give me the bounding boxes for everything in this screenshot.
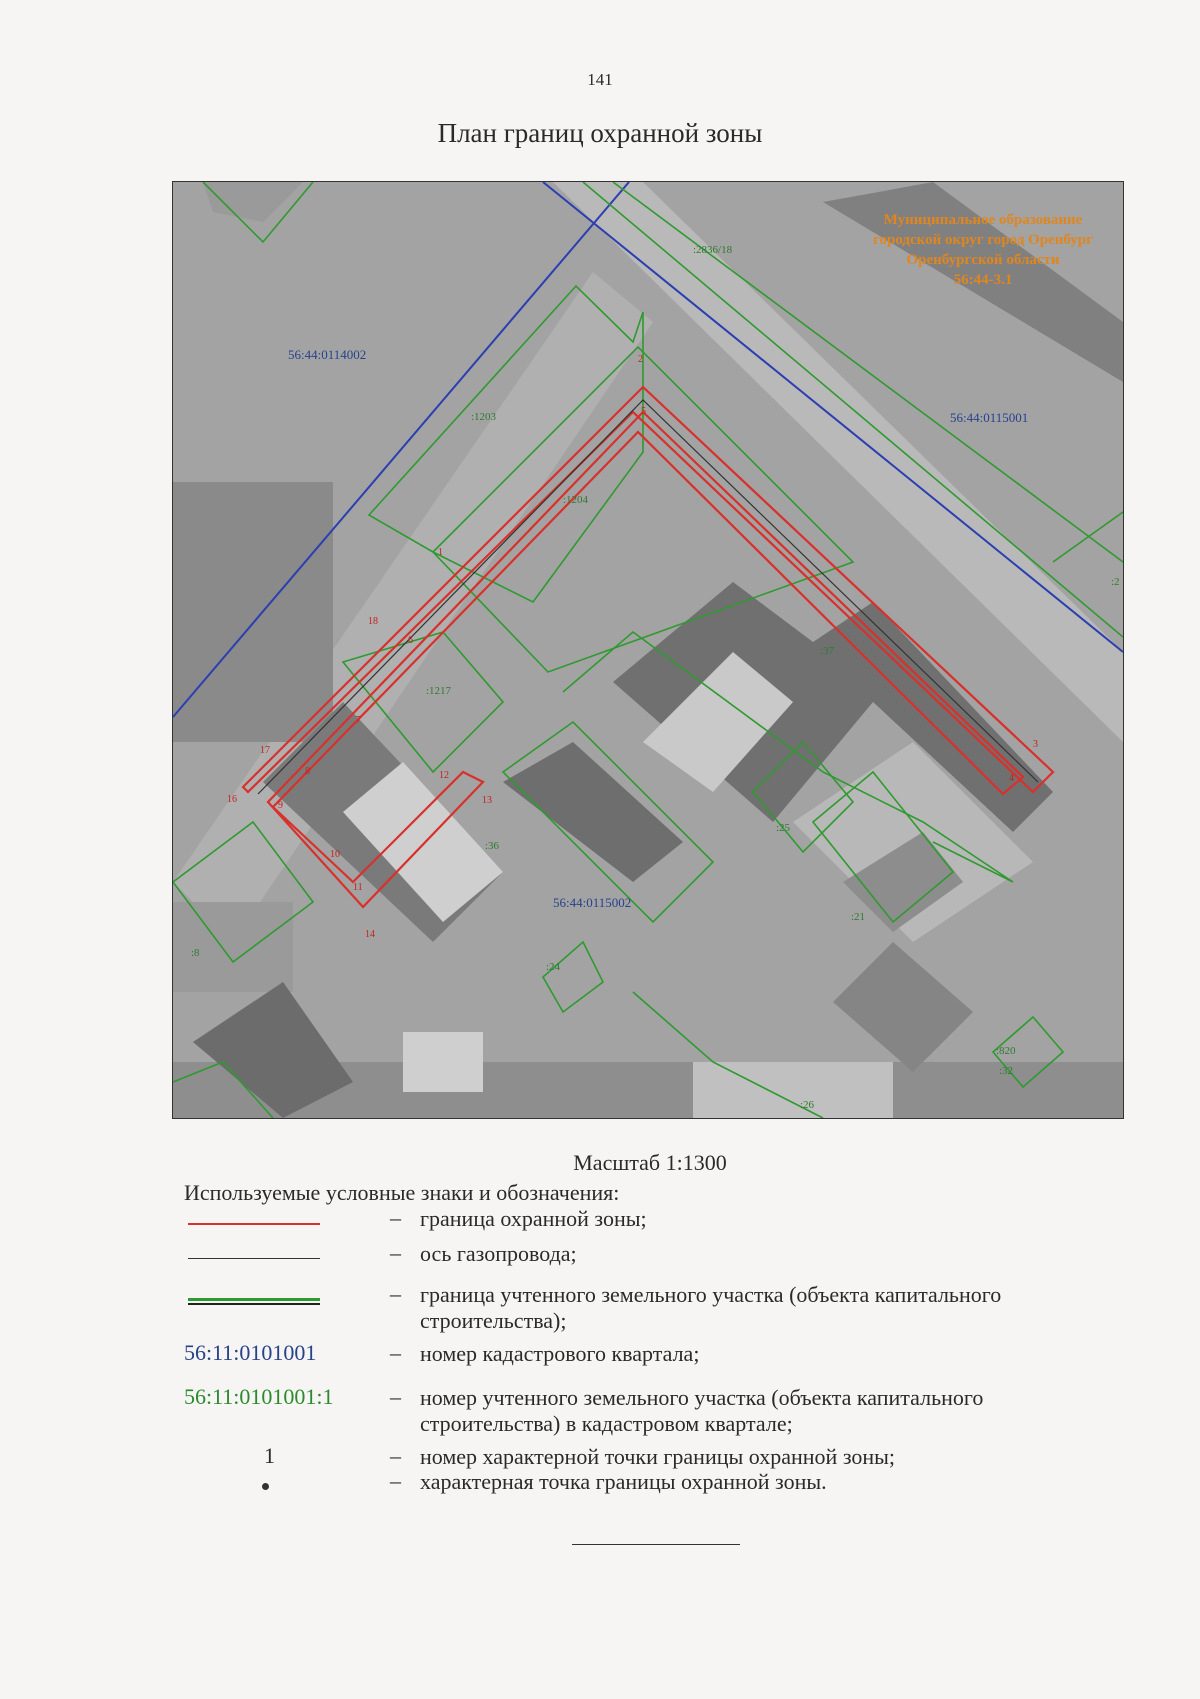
point-label-16: 16 bbox=[227, 794, 237, 805]
legend-dash: – bbox=[390, 1443, 401, 1468]
building-11 bbox=[403, 1032, 483, 1092]
point-label-8: 8 bbox=[305, 766, 310, 777]
point-label-4: 4 bbox=[1009, 773, 1014, 784]
legend-red-line bbox=[188, 1223, 320, 1225]
legend-parcel-number: 56:11:0101001:1 bbox=[184, 1384, 334, 1409]
parcel-label-820: :820 bbox=[996, 1045, 1016, 1057]
point-label-2: 2 bbox=[638, 354, 643, 365]
parcel-label-26: :26 bbox=[800, 1099, 815, 1111]
building-10 bbox=[693, 1062, 893, 1118]
parcel-label-1203: :1203 bbox=[471, 411, 497, 423]
legend-dash: – bbox=[390, 1281, 401, 1306]
legend-text-parcel: граница учтенного земельного участка (объекта капитального строительства); bbox=[420, 1282, 1002, 1333]
point-label-14: 14 bbox=[365, 929, 375, 940]
parcel-label-1217: :1217 bbox=[426, 685, 452, 697]
parcel-label-21: :21 bbox=[851, 911, 866, 923]
parcel-label-1204: :1204 bbox=[563, 494, 589, 506]
legend-text-pipeline: ось газопровода; bbox=[420, 1241, 577, 1266]
page-number: 141 bbox=[587, 70, 613, 89]
parcel-label-32: :32 bbox=[999, 1065, 1014, 1077]
legend-text-quarter: номер кадастрового квартала; bbox=[420, 1341, 700, 1366]
point-label-18: 18 bbox=[368, 616, 378, 627]
legend-point-dot bbox=[262, 1483, 269, 1490]
municipal-label-line-2: городской округ город Оренбург bbox=[873, 232, 1093, 248]
parcel-label-2: :2 bbox=[1111, 576, 1120, 588]
footer-rule bbox=[572, 1544, 740, 1545]
municipal-label-line-1: Муниципальное образование bbox=[883, 212, 1083, 228]
parcel-label-24: :24 bbox=[546, 961, 561, 973]
grass-left bbox=[173, 482, 333, 742]
legend-point-number: 1 bbox=[264, 1443, 275, 1468]
legend-text-parcel-number: номер учтенного земельного участка (объекта капитального строительства) в кадастровом квартале; bbox=[420, 1385, 984, 1436]
point-label-6: 6 bbox=[408, 635, 413, 646]
legend-dash: – bbox=[390, 1240, 401, 1265]
legend-text-point: характерная точка границы охранной зоны. bbox=[420, 1469, 827, 1494]
municipal-label-line-3: Оренбургской области bbox=[906, 252, 1060, 268]
legend-black-line bbox=[188, 1258, 320, 1259]
point-label-10: 10 bbox=[330, 849, 340, 860]
point-label-17: 17 bbox=[260, 745, 270, 756]
legend-dash: – bbox=[390, 1205, 401, 1230]
point-label-13: 13 bbox=[482, 795, 492, 806]
legend-dash: – bbox=[390, 1468, 401, 1493]
quarter-label-0114002: 56:44:0114002 bbox=[288, 347, 367, 362]
parcel-label-2836: :2836/18 bbox=[693, 244, 733, 256]
point-label-7: 7 bbox=[356, 715, 361, 726]
point-label-12: 12 bbox=[439, 770, 449, 781]
map-scale: Масштаб 1:1300 bbox=[573, 1150, 727, 1175]
legend-text-point-number: номер характерной точки границы охранной зоны; bbox=[420, 1444, 896, 1469]
quarter-label-0115001: 56:44:0115001 bbox=[950, 410, 1029, 425]
quarter-label-0115002: 56:44:0115002 bbox=[553, 895, 632, 910]
parcel-label-25: :25 bbox=[776, 822, 791, 834]
parcel-label-8: :8 bbox=[191, 947, 200, 959]
legend-green-line bbox=[188, 1298, 320, 1305]
legend-quarter-number: 56:11:0101001 bbox=[184, 1340, 317, 1365]
parcel-label-37: :37 bbox=[820, 645, 835, 657]
parcel-label-36: :36 bbox=[485, 840, 500, 852]
legend-heading: Используемые условные знаки и обозначения: bbox=[184, 1180, 620, 1205]
municipal-label-line-4: 56:44-3.1 bbox=[953, 272, 1013, 288]
cadastral-map bbox=[172, 181, 1124, 1119]
point-label-3: 3 bbox=[1033, 739, 1038, 750]
point-label-1: 1 bbox=[438, 547, 443, 558]
point-label-11: 11 bbox=[353, 882, 363, 893]
point-label-5: 5 bbox=[641, 406, 646, 417]
page-title: План границ охранной зоны bbox=[437, 118, 763, 148]
legend-text-zone: граница охранной зоны; bbox=[420, 1206, 647, 1231]
legend-dash: – bbox=[390, 1340, 401, 1365]
legend-dash: – bbox=[390, 1384, 401, 1409]
point-label-9: 9 bbox=[278, 800, 283, 811]
